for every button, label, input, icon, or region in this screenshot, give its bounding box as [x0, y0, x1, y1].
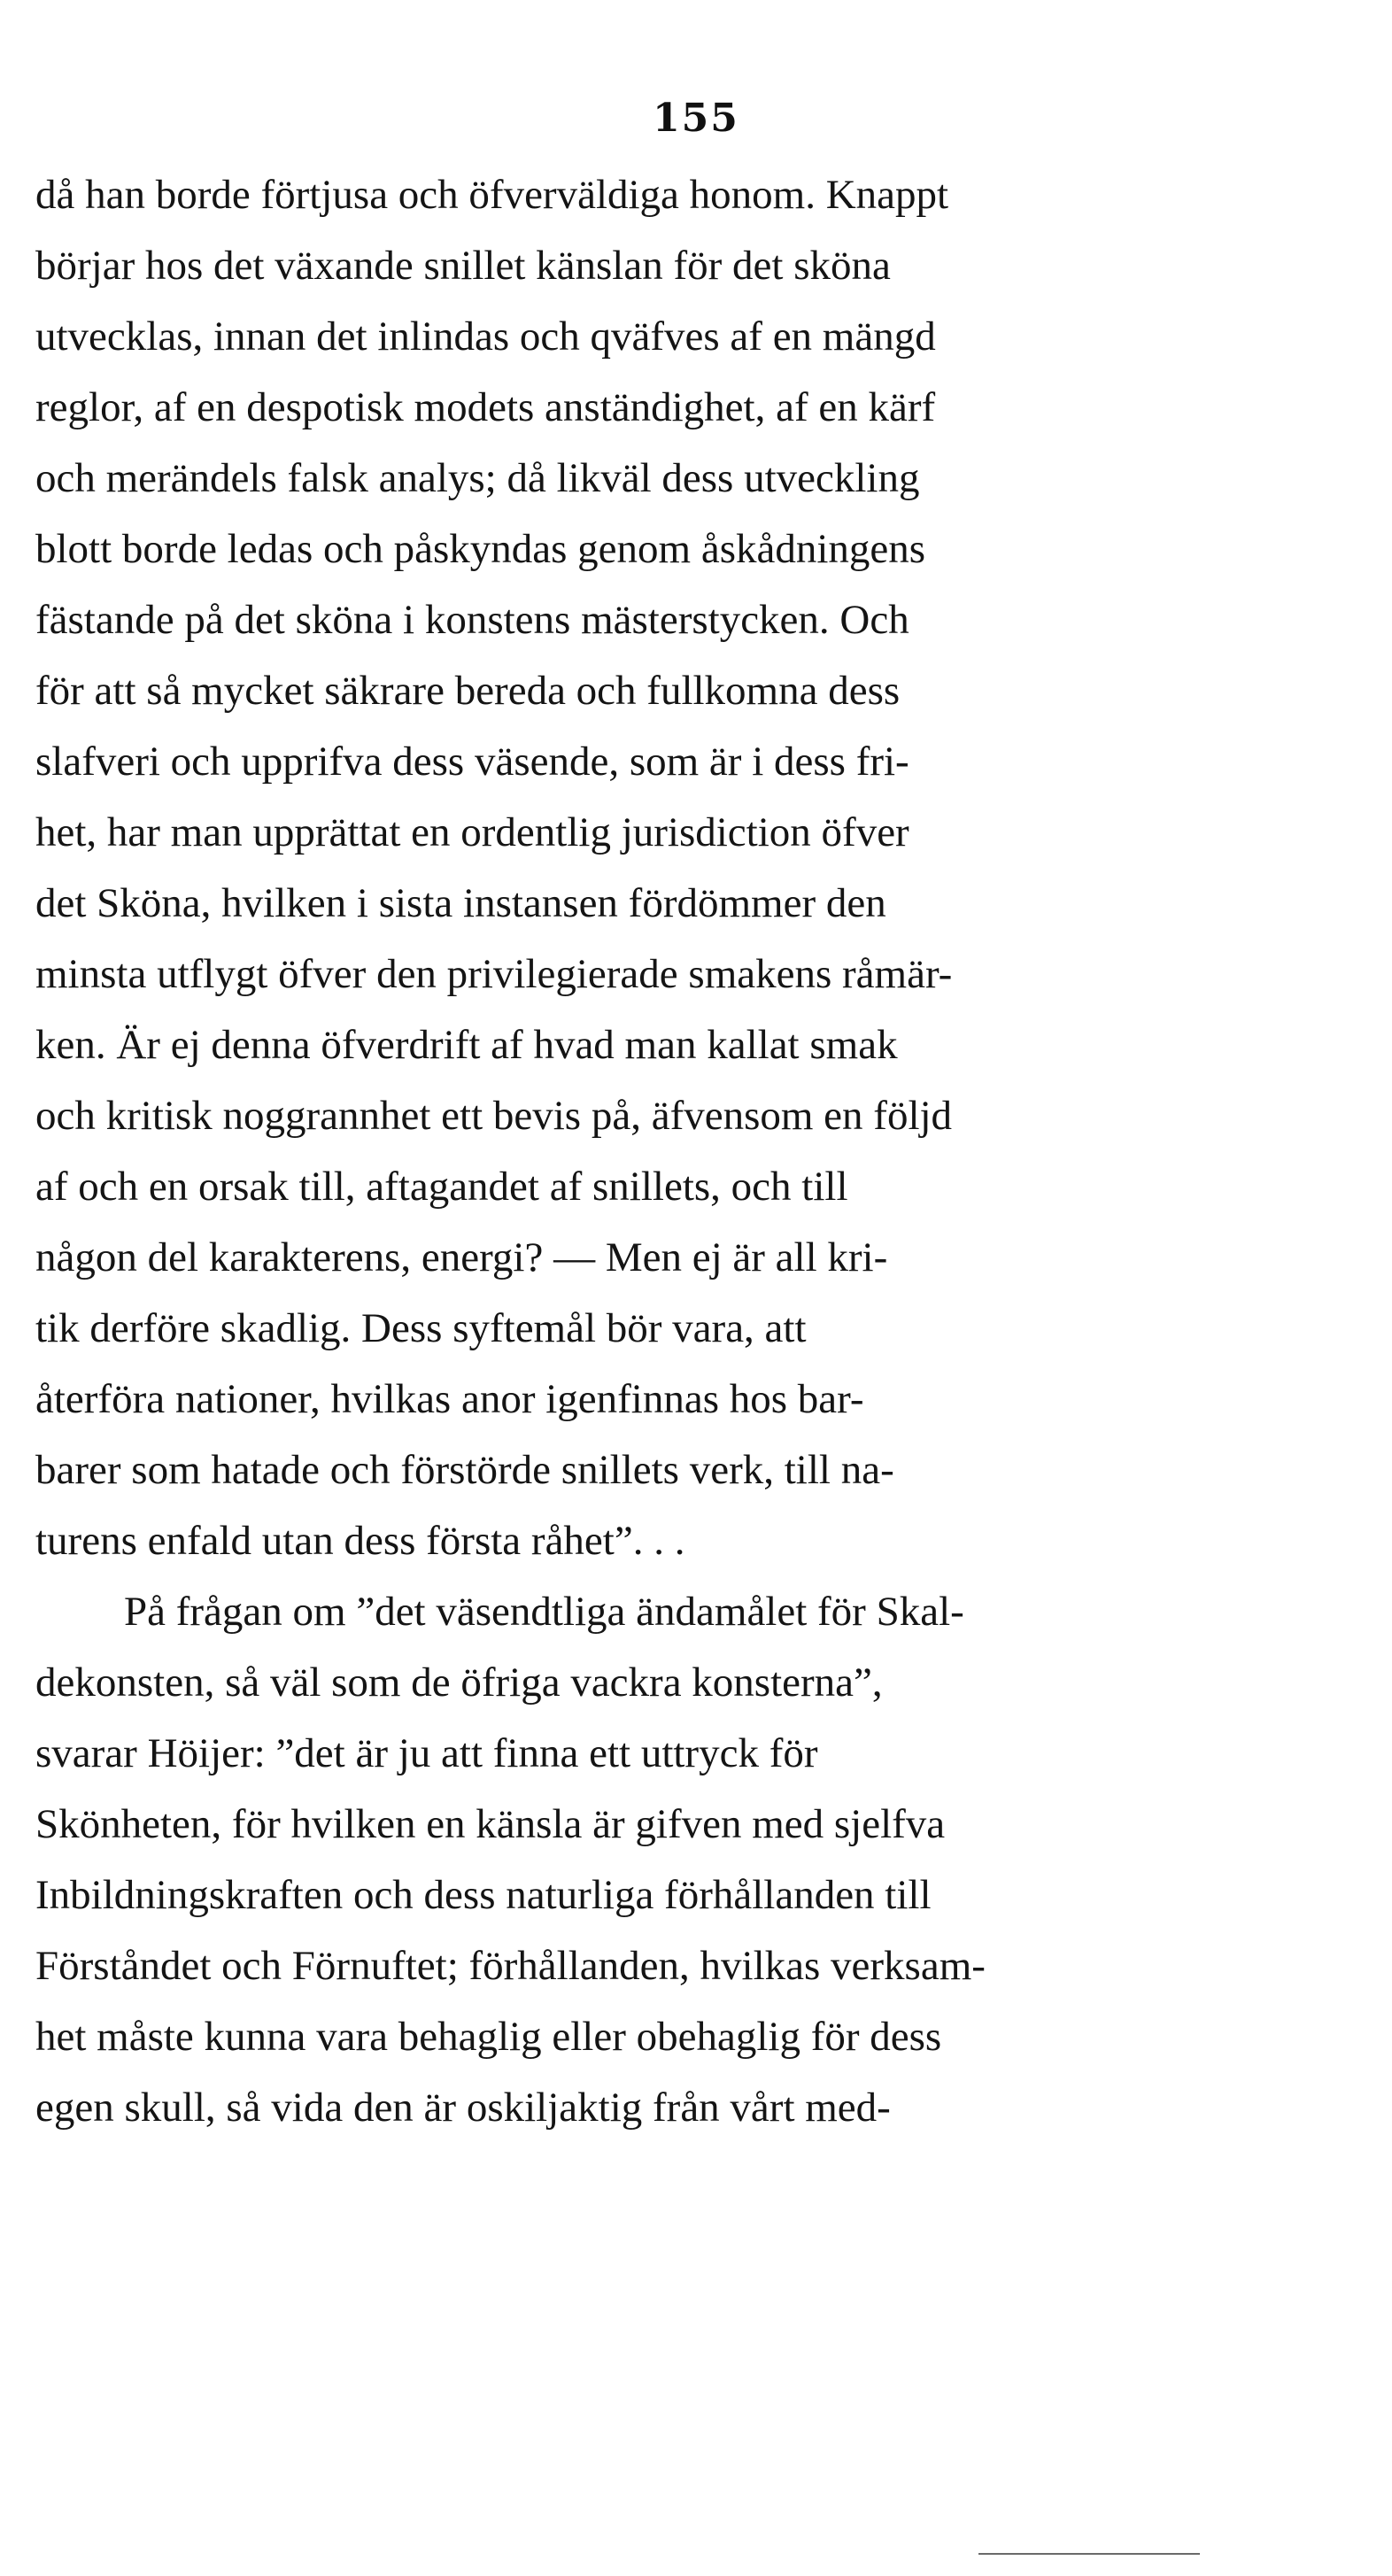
text-line: af och en orsak till, aftagandet af snillets, och till: [35, 1164, 848, 1210]
text-line: dekonsten, så väl som de öfriga vackra konsterna”,: [35, 1659, 883, 1706]
text-line: het, har man upprättat en ordentlig jurisdiction öfver: [35, 809, 909, 855]
text-line: Förståndet och Förnuftet; förhållanden, hvilkas verksam-: [35, 1943, 986, 1989]
text-line: återföra nationer, hvilkas anor igenfinnas hos bar-: [35, 1376, 864, 1422]
text-line: tik derföre skadlig. Dess syftemål bör vara, att: [35, 1305, 807, 1351]
text-line: och kritisk noggrannhet ett bevis på, äfvensom en följd: [35, 1093, 953, 1139]
text-line: het måste kunna vara behaglig eller obehaglig för dess: [35, 2014, 942, 2060]
text-line: Skönheten, för hvilken en känsla är gifven med sjelfva: [35, 1801, 946, 1847]
text-line: På frågan om ”det väsendtliga ändamålet för Skal-: [124, 1589, 964, 1635]
text-line: för att så mycket säkrare bereda och fullkomna dess: [35, 668, 901, 714]
text-line: svarar Höijer: ”det är ju att finna ett uttryck för: [35, 1730, 818, 1776]
text-line: minsta utflygt öfver den privilegierade smakens råmär-: [35, 951, 953, 997]
text-line: ken. Är ej denna öfverdrift af hvad man kallat smak: [35, 1022, 898, 1068]
footer-rule: [978, 2553, 1200, 2555]
text-line: fästande på det sköna i konstens mästerstycken. Och: [35, 597, 909, 643]
text-line: reglor, af en despotisk modets anständighet, af en kärf: [35, 384, 936, 430]
text-line: blott borde ledas och påskyndas genom åskådningens: [35, 526, 926, 572]
text-line: Inbildningskraften och dess naturliga förhållanden till: [35, 1872, 932, 1918]
text-line: börjar hos det växande snillet känslan för det sköna: [35, 243, 891, 289]
text-line: egen skull, så vida den är oskiljaktig från vårt med-: [35, 2085, 891, 2131]
text-line: det Sköna, hvilken i sista instansen fördömmer den: [35, 880, 886, 926]
text-line: slafveri och upprifva dess väsende, som är i dess fri-: [35, 739, 909, 785]
text-line: barer som hatade och förstörde snillets verk, till na-: [35, 1447, 894, 1493]
text-line: turens enfald utan dess första råhet”. . .: [35, 1518, 685, 1564]
text-line: någon del karakterens, energi? — Men ej är all kri-: [35, 1234, 888, 1280]
text-line: och merändels falsk analys; då likväl dess utveckling: [35, 455, 920, 501]
text-line: utvecklas, innan det inlindas och qväfves af en mängd: [35, 313, 936, 360]
page-number: 155: [653, 96, 739, 141]
text-line: då han borde förtjusa och öfverväldiga honom. Knappt: [35, 172, 949, 218]
